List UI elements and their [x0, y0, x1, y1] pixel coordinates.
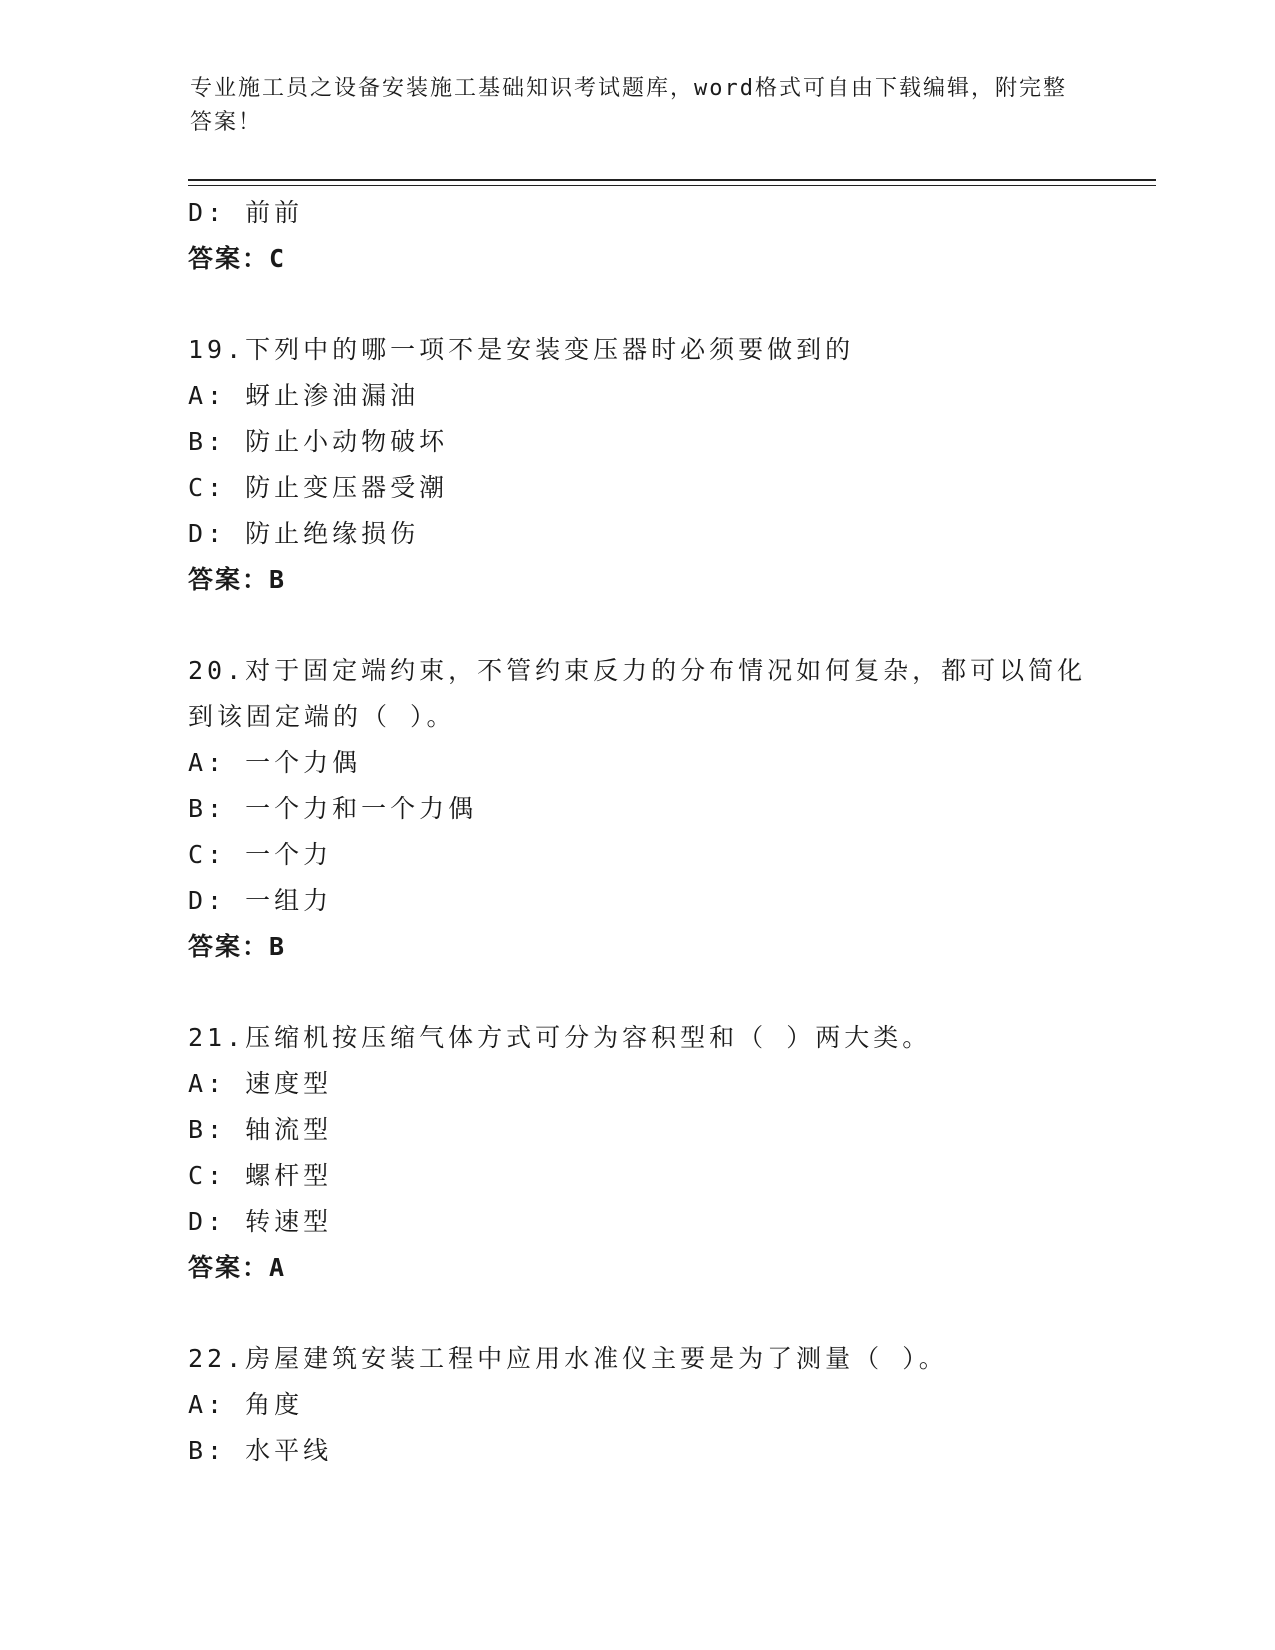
option-d: D: 防止绝缘损伤 — [188, 519, 420, 548]
option-b: B: 轴流型 — [188, 1115, 333, 1144]
option-a: A: 一个力偶 — [188, 748, 362, 777]
question-stem: 19.下列中的哪一项不是安装变压器时必须要做到的 — [188, 335, 855, 364]
question-19 — [188, 327, 1088, 603]
answer-label: 答案：B — [188, 932, 287, 961]
option-a: A: 蚜止渗油漏油 — [188, 381, 420, 410]
option-a: A: 速度型 — [188, 1069, 333, 1098]
question-list — [188, 190, 1088, 1474]
option-d: D: 转速型 — [188, 1207, 333, 1236]
question-stem: 22.房屋建筑安装工程中应用水准仪主要是为了测量（ ）。 — [188, 1344, 948, 1373]
question-21 — [188, 1015, 1088, 1291]
question-20 — [188, 648, 1088, 970]
question-stem: 20.对于固定端约束，不管约束反力的分布情况如何复杂，都可以简化到该固定端的（ ）。 — [188, 656, 1087, 731]
option-b: B: 水平线 — [188, 1436, 333, 1465]
option-c: C: 防止变压器受潮 — [188, 473, 449, 502]
question-stem: 21.压缩机按压缩气体方式可分为容积型和（ ）两大类。 — [188, 1023, 932, 1052]
option-c: C: 螺杆型 — [188, 1161, 333, 1190]
answer-label: 答案：C — [188, 244, 287, 273]
question-22 — [188, 1336, 1088, 1474]
option-d: D: 一组力 — [188, 886, 333, 915]
option-a: A: 角度 — [188, 1390, 304, 1419]
answer-label: 答案：A — [188, 1253, 287, 1282]
header-divider-thick — [188, 179, 1156, 181]
header-divider-thin — [188, 185, 1156, 186]
option-b: B: 一个力和一个力偶 — [188, 794, 478, 823]
page-header-title: 专业施工员之设备安装施工基础知识考试题库，word格式可自由下载编辑，附完整答案！ — [190, 76, 1067, 135]
option-b: B: 防止小动物破坏 — [188, 427, 449, 456]
answer-label: 答案：B — [188, 565, 287, 594]
option-c: C: 一个力 — [188, 840, 333, 869]
option-d: D: 前前 — [188, 198, 304, 227]
